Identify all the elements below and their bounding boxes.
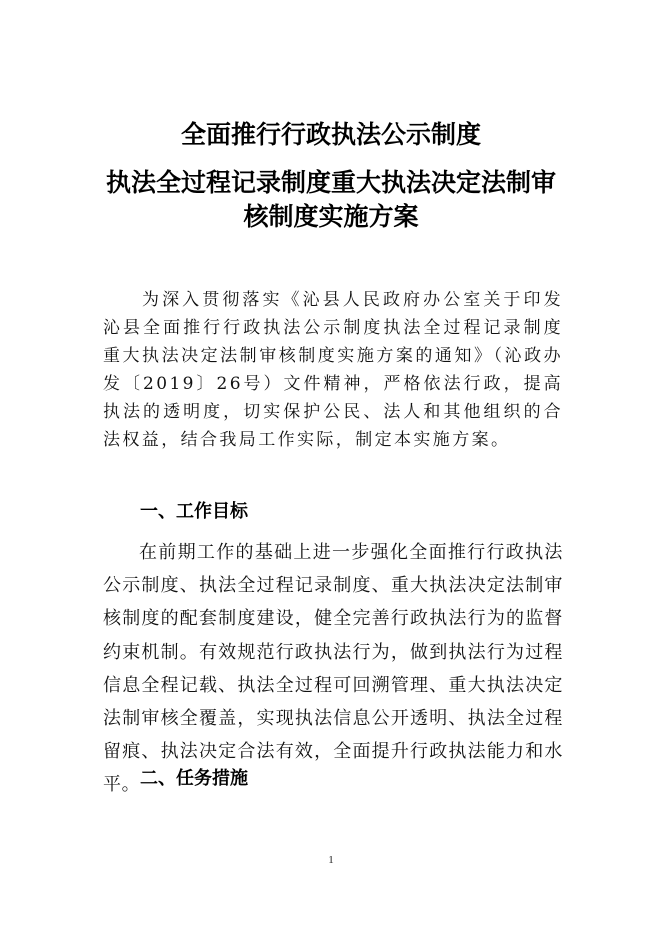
section-heading-task-measures: 二、任务措施 <box>140 768 248 789</box>
document-title-line-1: 全面推行行政执法公示制度 <box>180 120 481 149</box>
section-heading-work-goals: 一、工作目标 <box>140 501 248 522</box>
intro-paragraph: 为深入贯彻落实《沁县人民政府办公室关于印发沁县全面推行行政执法公示制度执法全过程记录制度重大执法决定法制审核制度实施方案的通知》（沁政办发〔2019〕26号）文件精神，严格依法行政，提高执法的透明度，切实保护公民、法人和其他组织的合法权益，结合我局工作实际，制定本实施方案。 <box>103 290 563 450</box>
document-title-line-2: 执法全过程记录制度重大执法决定法制审 <box>105 168 556 197</box>
page-number: 1 <box>328 854 334 866</box>
document-title-line-3: 核制度实施方案 <box>243 202 419 231</box>
section-body-work-goals: 在前期工作的基础上进一步强化全面推行行政执法公示制度、执法全过程记录制度、重大执法决定法制审核制度的配套制度建设，健全完善行政执法行为的监督约束机制。有效规范行政执法行为，做到执法行为过程信息全程记载、执法全过程可回溯管理、重大执法决定法制审核全覆盖，实现执法信息公开透明、执法全过程留痕、执法决定合法有效，全面提升行政执法能力和水平。 <box>103 542 563 796</box>
